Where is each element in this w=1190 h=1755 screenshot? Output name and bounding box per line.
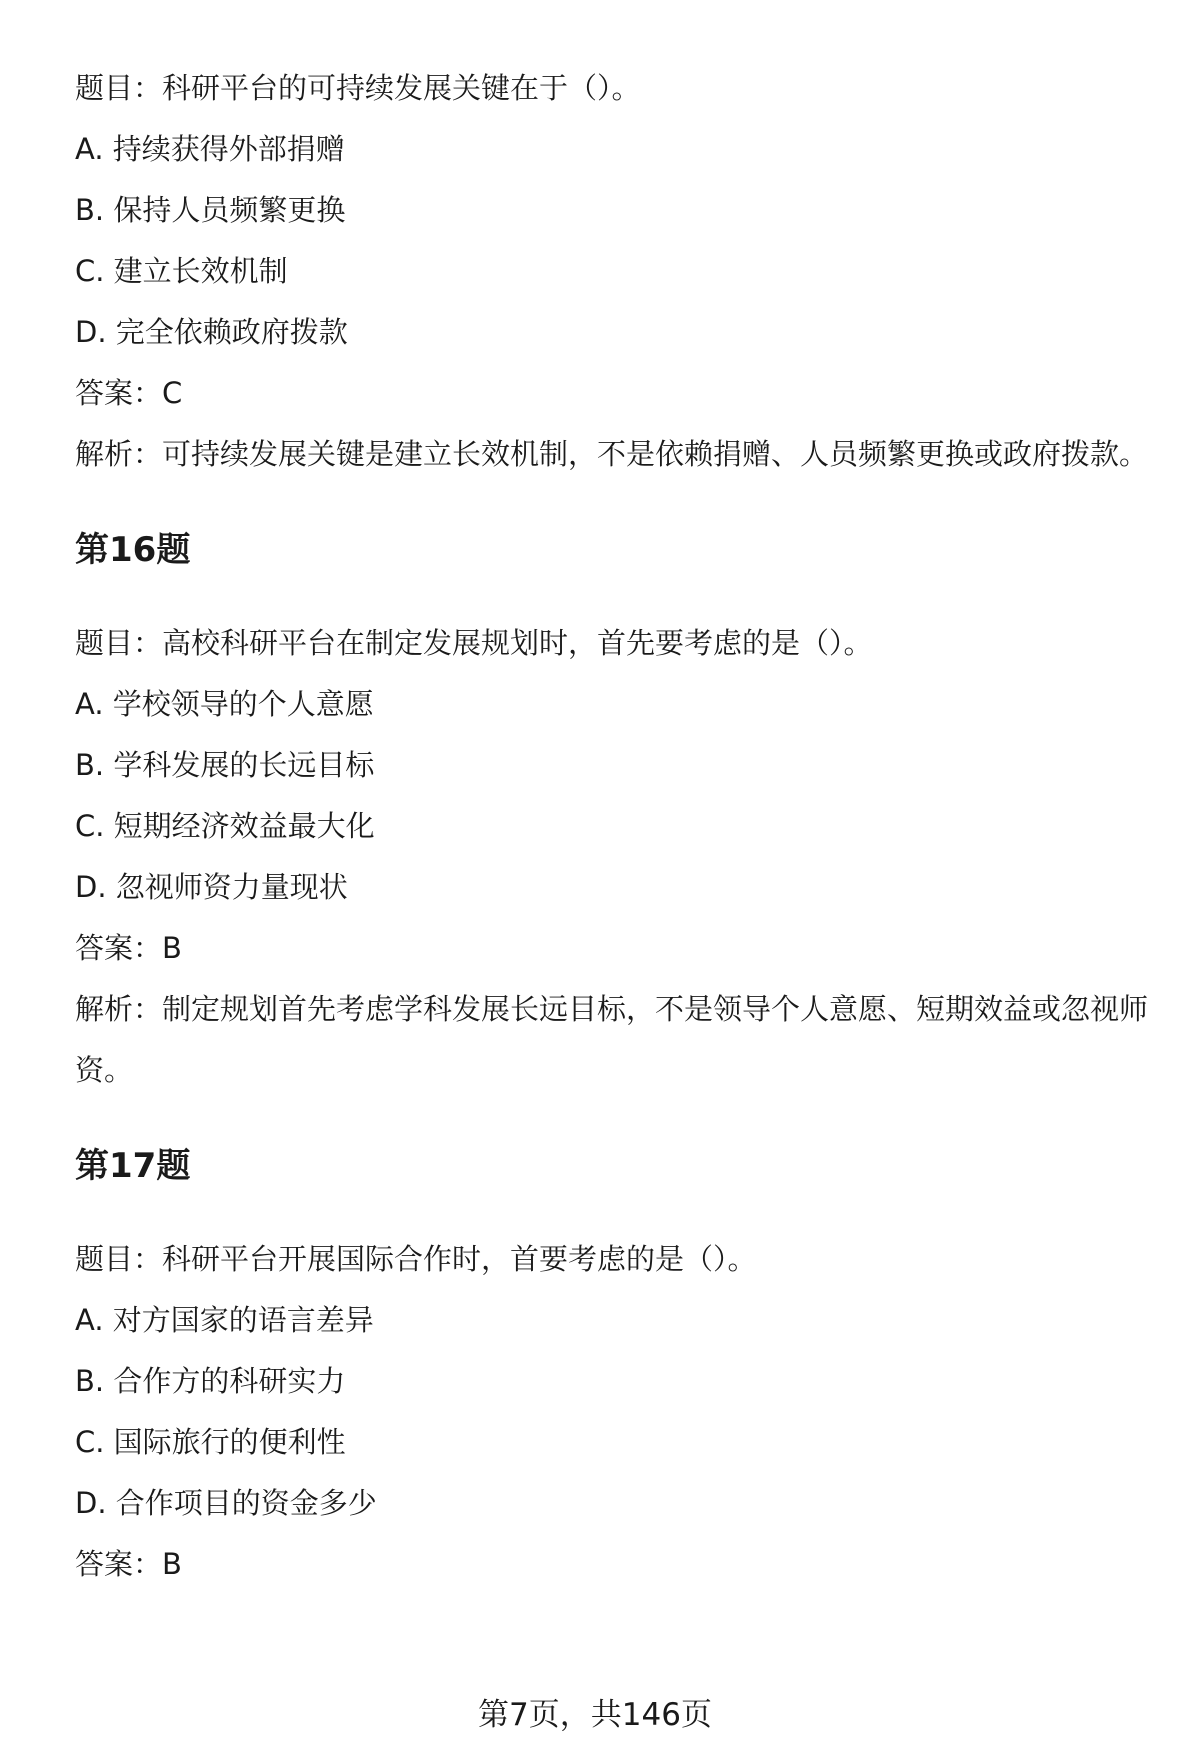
option-b: B. 学科发展的长远目标 [75, 748, 375, 782]
question-heading: 第16题 [75, 530, 191, 570]
option-c: C. 短期经济效益最大化 [75, 809, 375, 843]
option-b: B. 保持人员频繁更换 [75, 193, 346, 227]
question-stem: 题目：科研平台的可持续发展关键在于（）。 [75, 71, 641, 105]
option-c: C. 建立长效机制 [75, 254, 288, 288]
question-16 [75, 525, 1165, 1101]
document-page [75, 58, 1165, 1595]
option-d: D. 完全依赖政府拨款 [75, 315, 348, 349]
analysis: 解析：可持续发展关键是建立长效机制，不是依赖捐赠、人员频繁更换或政府拨款。 [75, 437, 1149, 471]
question-stem: 题目：高校科研平台在制定发展规划时，首先要考虑的是（）。 [75, 626, 873, 660]
option-d: D. 合作项目的资金多少 [75, 1486, 377, 1520]
answer: 答案：C [75, 376, 183, 410]
option-c: C. 国际旅行的便利性 [75, 1425, 346, 1459]
question-heading: 第17题 [75, 1146, 191, 1186]
question-17 [75, 1141, 1165, 1595]
answer: 答案：B [75, 931, 182, 965]
answer: 答案：B [75, 1547, 182, 1581]
option-a: A. 持续获得外部捐赠 [75, 132, 345, 166]
page-number: 第7页，共146页 [478, 1697, 712, 1733]
analysis: 解析：制定规划首先考虑学科发展长远目标，不是领导个人意愿、短期效益或忽视师资。 [75, 992, 1149, 1087]
question-15 [75, 58, 1165, 485]
question-stem: 题目：科研平台开展国际合作时，首要考虑的是（）。 [75, 1242, 757, 1276]
option-b: B. 合作方的科研实力 [75, 1364, 346, 1398]
option-d: D. 忽视师资力量现状 [75, 870, 348, 904]
option-a: A. 学校领导的个人意愿 [75, 687, 374, 721]
option-a: A. 对方国家的语言差异 [75, 1303, 374, 1337]
